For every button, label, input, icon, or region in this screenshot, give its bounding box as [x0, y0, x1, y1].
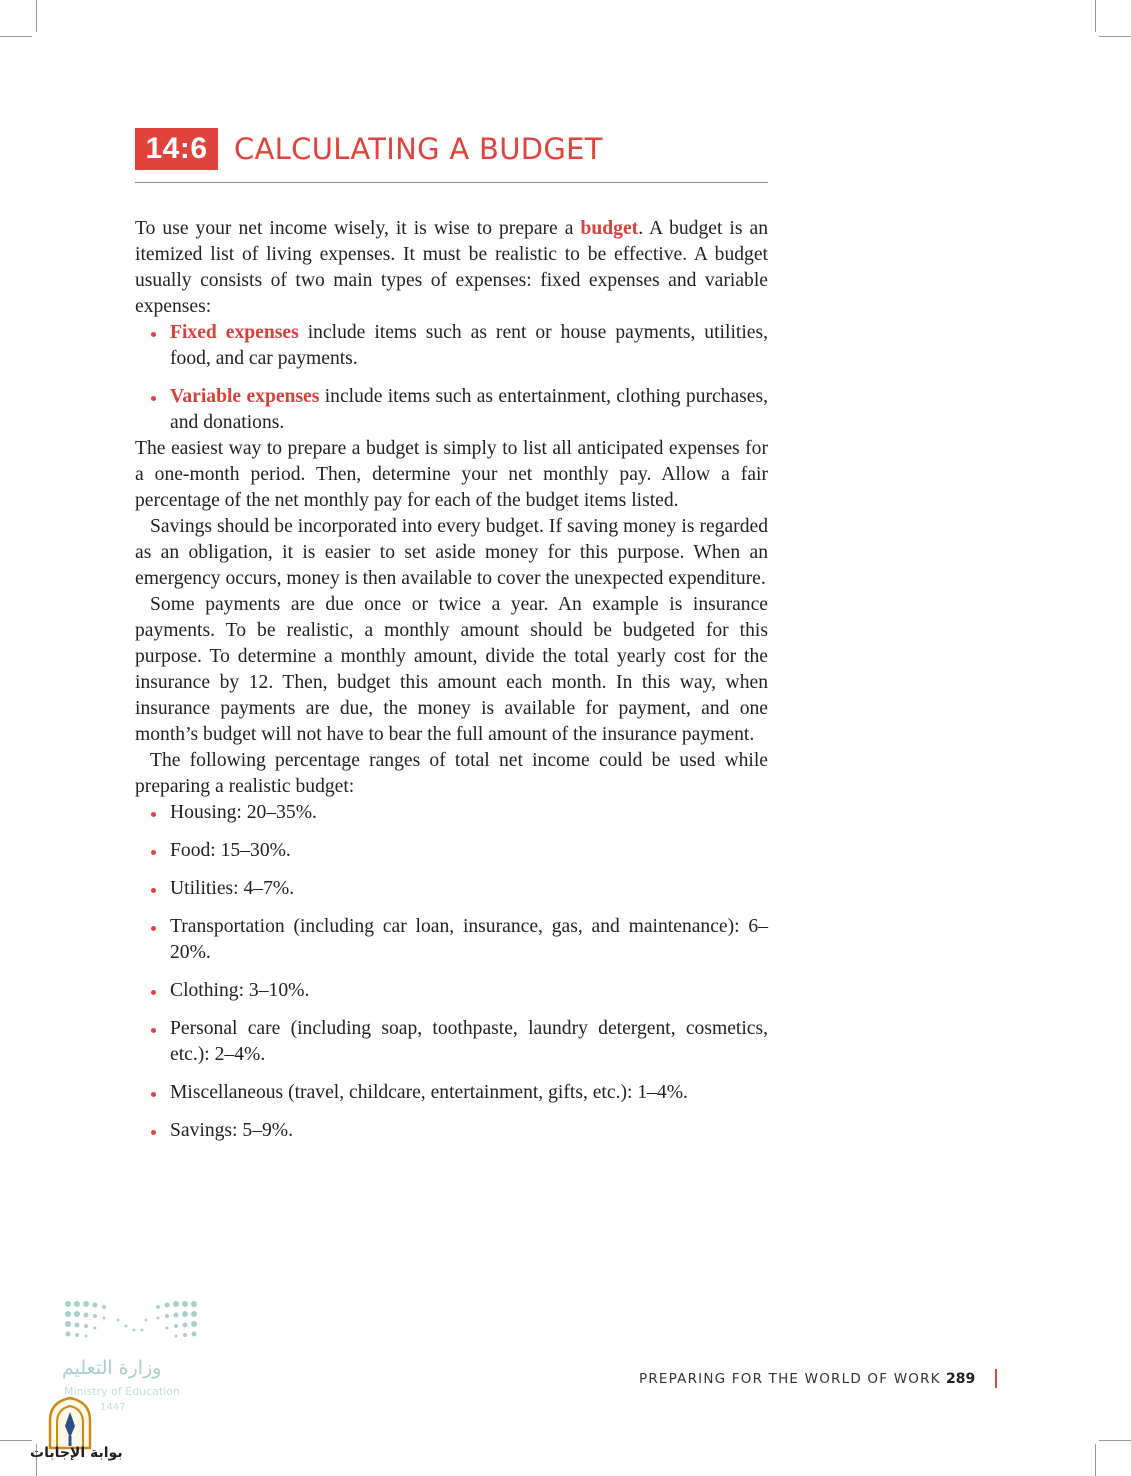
list-item: Miscellaneous (travel, childcare, entertainment, gifts, etc.): 1–4%.: [135, 1080, 768, 1106]
keyword-variable-expenses: Variable expenses: [170, 386, 320, 407]
section-title: CALCULATING A BUDGET: [234, 132, 603, 166]
intro-text: To use your net income wisely, it is wise to prepare a: [135, 218, 581, 239]
list-item: Food: 15–30%.: [135, 838, 768, 864]
ministry-arabic-name: وزارة التعليم: [62, 1357, 162, 1379]
list-item: [135, 384, 768, 436]
crop-mark: [1095, 0, 1096, 32]
page-number: 289: [946, 1371, 976, 1387]
list-item: Housing: 20–35%.: [135, 800, 768, 826]
keyword-fixed-expenses: Fixed expenses: [170, 322, 299, 343]
crop-mark: [0, 36, 32, 37]
intro-text-continued: . A budget is an itemized list of living expenses. It must be realistic to be effective. A budget usually consists of two main types of expenses: fixed expenses and variable expenses:: [135, 218, 768, 317]
keyword-budget: budget: [580, 218, 639, 239]
crop-mark: [1099, 1440, 1131, 1441]
crop-mark: [1099, 36, 1131, 37]
list-item-text: include items such as rent or house payments, utilities, food, and car payments.: [170, 322, 768, 369]
expense-types-list: [135, 320, 768, 436]
watermark-logo-icon: [44, 1396, 96, 1450]
list-item: Personal care (including soap, toothpaste, laundry detergent, cosmetics, etc.): 2–4%.: [135, 1016, 768, 1068]
list-item: Transportation (including car loan, insurance, gas, and maintenance): 6–20%.: [135, 914, 768, 966]
body-text: [135, 216, 768, 1144]
section-number: 14:6: [135, 128, 218, 170]
list-item-text: include items such as entertainment, clothing purchases, and donations.: [170, 386, 769, 433]
paragraph: The following percentage ranges of total net income could be used while preparing a realistic budget:: [135, 750, 768, 797]
ministry-year: 1447: [100, 1402, 126, 1413]
ministry-english-name: Ministry of Education: [64, 1385, 181, 1398]
paragraph: The easiest way to prepare a budget is simply to list all anticipated expenses for a one-month period. Then, determine your net monthly pay. Allow a fair percentage of the net monthly pay for each of the budget items listed.: [135, 438, 768, 511]
list-item: Clothing: 3–10%.: [135, 978, 768, 1004]
percentage-ranges-list: [135, 800, 768, 1144]
list-item: Utilities: 4–7%.: [135, 876, 768, 902]
list-item: [135, 320, 768, 372]
list-item: Savings: 5–9%.: [135, 1118, 768, 1144]
section-header: [135, 128, 768, 183]
paragraph: Some payments are due once or twice a year. An example is insurance payments. To be realistic, a monthly amount should be budgeted for this purpose. To determine a monthly amount, divide the total yearly cost for the insurance by 12. Then, budget this amount each month. In this way, when insurance payments are due, the money is available for payment, and one month’s budget will not have to bear the full amount of the insurance payment.: [135, 594, 768, 745]
paragraph: Savings should be incorporated into every budget. If saving money is regarded as an obligation, it is easier to set aside money for this purpose. When an emergency occurs, money is then available to cover the unexpected expenditure.: [135, 516, 768, 589]
watermark-text: بوابة الإجابات: [30, 1445, 123, 1461]
crop-mark: [1095, 1444, 1096, 1476]
page-number-bar: [995, 1369, 997, 1388]
crop-mark: [36, 0, 37, 32]
running-title: PREPARING FOR THE WORLD OF WORK: [639, 1371, 941, 1387]
crop-mark: [0, 1440, 32, 1441]
intro-paragraph: [135, 216, 768, 320]
